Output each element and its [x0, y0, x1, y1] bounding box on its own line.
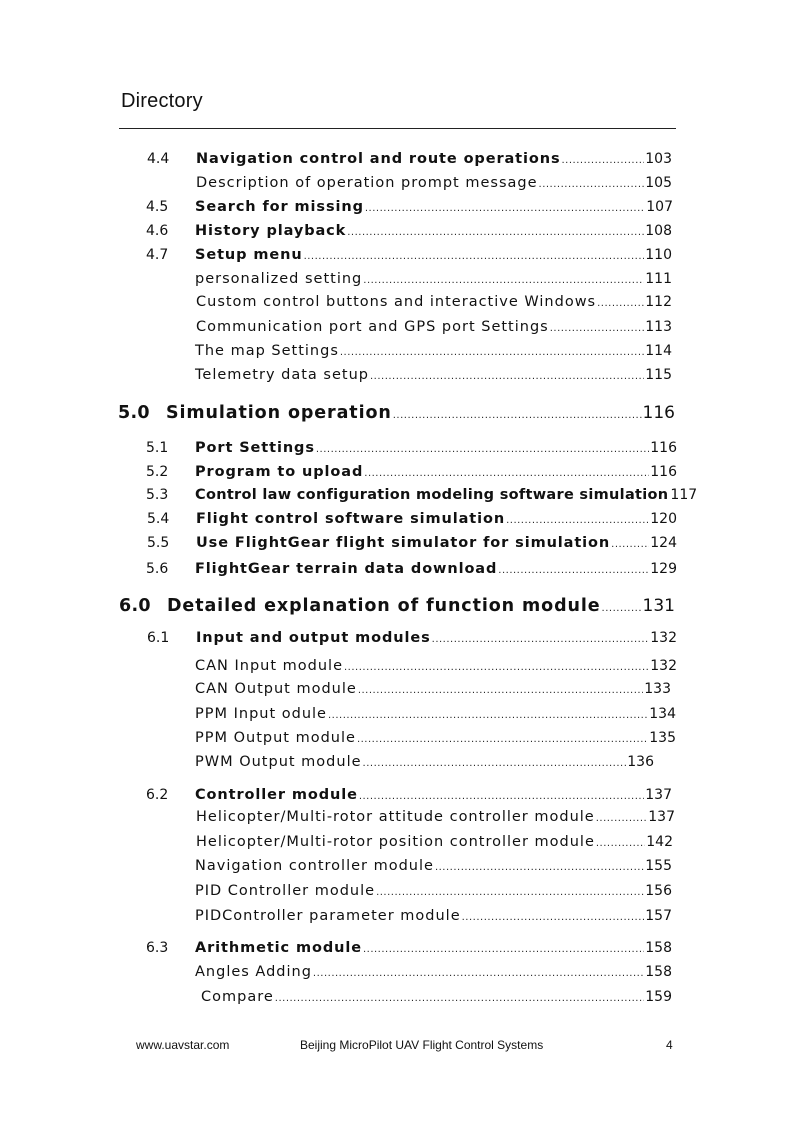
toc-page: 142 [646, 834, 673, 850]
toc-leader-dots [363, 275, 644, 286]
toc-entry[interactable] [195, 908, 672, 924]
toc-title: Arithmetic module [195, 940, 362, 956]
toc-leader-dots [611, 539, 649, 550]
toc-page: 114 [645, 343, 672, 359]
toc-page: 158 [645, 964, 672, 980]
toc-entry[interactable] [195, 271, 672, 287]
toc-page: 129 [650, 561, 677, 577]
toc-entry-5-3[interactable] [146, 487, 698, 503]
toc-page: 137 [645, 787, 672, 803]
toc-title: CAN Input module [195, 658, 343, 674]
footer-website[interactable]: www.uavstar.com [136, 1038, 230, 1052]
toc-title: PID Controller module [195, 883, 376, 899]
toc-title: Controller module [195, 787, 358, 803]
toc-page: 158 [645, 940, 672, 956]
page-title: Directory [121, 90, 203, 112]
toc-entry[interactable] [195, 730, 676, 746]
toc-number: 5.3 [146, 487, 169, 503]
toc-number: 5.0 [118, 403, 150, 423]
toc-number: 5.6 [146, 561, 169, 577]
toc-leader-dots [602, 603, 642, 614]
toc-page: 157 [645, 908, 672, 924]
toc-number: 6.3 [146, 940, 169, 956]
toc-title: Communication port and GPS port Settings [196, 319, 549, 335]
toc-entry-6-2[interactable] [146, 787, 672, 803]
title-divider [119, 128, 676, 129]
toc-number: 5.2 [146, 464, 169, 480]
toc-number: 4.5 [146, 199, 169, 215]
toc-number: 6.2 [146, 787, 169, 803]
toc-leader-dots [393, 410, 642, 421]
toc-page: 116 [650, 464, 677, 480]
toc-entry[interactable] [196, 319, 672, 335]
toc-number: 5.5 [147, 535, 170, 551]
toc-entry-5-4[interactable] [147, 511, 677, 527]
toc-entry[interactable] [195, 706, 676, 722]
toc-entry-5-5[interactable] [147, 535, 677, 551]
toc-leader-dots [539, 179, 645, 190]
toc-page: 105 [645, 175, 672, 191]
toc-page: 115 [645, 367, 672, 383]
toc-entry-6-3[interactable] [146, 940, 672, 956]
toc-entry[interactable] [196, 809, 675, 825]
toc-title: Simulation operation [166, 403, 392, 423]
toc-leader-dots [328, 710, 648, 721]
toc-leader-dots [364, 468, 649, 479]
toc-page: 133 [644, 681, 671, 697]
toc-entry-4-7[interactable] [146, 247, 672, 263]
toc-entry-6-1[interactable] [147, 630, 677, 646]
toc-title: PIDController parameter module [195, 908, 461, 924]
toc-page: 107 [646, 199, 673, 215]
toc-number: 5.1 [146, 440, 169, 456]
toc-entry-4-5[interactable] [146, 199, 673, 215]
toc-number: 6.0 [119, 596, 151, 616]
toc-leader-dots [462, 912, 645, 923]
toc-page: 156 [645, 883, 672, 899]
toc-page: 117 [670, 487, 698, 503]
toc-entry-5-2[interactable] [146, 464, 677, 480]
toc-title: Use FlightGear flight simulator for simulation [196, 535, 611, 551]
toc-leader-dots [344, 662, 649, 673]
toc-page: 111 [645, 271, 672, 287]
toc-entry[interactable] [195, 343, 672, 359]
toc-title: Setup menu [195, 247, 303, 263]
toc-chapter-5-0[interactable] [118, 403, 675, 423]
toc-page: 136 [627, 754, 654, 770]
toc-leader-dots [359, 791, 644, 802]
toc-leader-dots [376, 887, 644, 898]
toc-number: 6.1 [147, 630, 170, 646]
toc-title: PWM Output module [195, 754, 362, 770]
toc-entry[interactable] [195, 883, 672, 899]
toc-entry[interactable] [201, 989, 672, 1005]
toc-page: 113 [645, 319, 672, 335]
toc-title: Port Settings [195, 440, 315, 456]
toc-page: 159 [645, 989, 672, 1005]
toc-entry[interactable] [196, 294, 672, 310]
toc-page: 116 [642, 403, 675, 423]
toc-entry[interactable] [195, 681, 671, 697]
toc-title: Input and output modules [196, 630, 431, 646]
toc-page: 132 [650, 658, 677, 674]
toc-page: 120 [650, 511, 677, 527]
toc-page: 103 [645, 151, 672, 167]
toc-title: personalized setting [195, 271, 363, 287]
toc-title: Control law configuration modeling software simulation [195, 487, 669, 503]
toc-leader-dots [347, 227, 644, 238]
toc-title: CAN Output module [195, 681, 357, 697]
toc-title: PPM Input odule [195, 706, 327, 722]
toc-title: Flight control software simulation [196, 511, 506, 527]
toc-entry-5-6[interactable] [146, 561, 677, 577]
toc-leader-dots [550, 323, 645, 334]
toc-title: Detailed explanation of function module [167, 596, 601, 616]
toc-title: History playback [195, 223, 347, 239]
toc-page: 124 [650, 535, 677, 551]
toc-page: 137 [648, 809, 675, 825]
toc-entry[interactable] [195, 964, 672, 980]
toc-entry[interactable] [195, 754, 654, 770]
toc-title: FlightGear terrain data download [195, 561, 498, 577]
toc-leader-dots [498, 565, 649, 576]
toc-page: 110 [645, 247, 672, 263]
toc-leader-dots [370, 371, 644, 382]
toc-title: Custom control buttons and interactive Windows [196, 294, 597, 310]
toc-leader-dots [562, 155, 645, 166]
toc-leader-dots [596, 813, 648, 824]
toc-entry-4-4[interactable] [147, 151, 672, 167]
toc-title: Telemetry data setup [195, 367, 369, 383]
toc-leader-dots [363, 944, 644, 955]
toc-page: 112 [645, 294, 672, 310]
toc-leader-dots [432, 634, 650, 645]
toc-leader-dots [358, 685, 643, 696]
toc-chapter-6-0[interactable] [119, 596, 675, 616]
toc-title: Compare [201, 989, 274, 1005]
toc-entry[interactable] [196, 175, 672, 191]
toc-title: Description of operation prompt message [196, 175, 538, 191]
toc-leader-dots [304, 251, 645, 262]
toc-leader-dots [340, 347, 644, 358]
toc-leader-dots [357, 734, 648, 745]
toc-leader-dots [363, 758, 627, 769]
toc-entry-4-6[interactable] [146, 223, 672, 239]
toc-title: Navigation controller module [195, 858, 434, 874]
toc-leader-dots [506, 515, 649, 526]
toc-entry[interactable] [195, 367, 672, 383]
toc-page: 131 [642, 596, 675, 616]
footer-page-number: 4 [666, 1038, 673, 1052]
toc-number: 5.4 [147, 511, 170, 527]
toc-page: 134 [649, 706, 676, 722]
toc-leader-dots [313, 968, 644, 979]
toc-leader-dots [365, 203, 645, 214]
toc-title: Helicopter/Multi-rotor attitude controller module [196, 809, 595, 825]
toc-entry[interactable] [195, 858, 672, 874]
footer-company: Beijing MicroPilot UAV Flight Control Systems [300, 1038, 544, 1052]
toc-leader-dots [275, 993, 644, 1004]
toc-entry[interactable] [195, 658, 677, 674]
toc-page: 132 [650, 630, 677, 646]
toc-page: 135 [649, 730, 676, 746]
toc-title: Angles Adding [195, 964, 312, 980]
toc-leader-dots [597, 298, 644, 309]
toc-entry[interactable] [196, 834, 673, 850]
toc-page: 155 [645, 858, 672, 874]
toc-title: The map Settings [195, 343, 339, 359]
toc-entry-5-1[interactable] [146, 440, 677, 456]
toc-number: 4.7 [146, 247, 169, 263]
toc-title: PPM Output module [195, 730, 356, 746]
toc-page: 108 [645, 223, 672, 239]
toc-title: Helicopter/Multi-rotor position controller module [196, 834, 595, 850]
toc-page: 116 [650, 440, 677, 456]
toc-leader-dots [435, 862, 644, 873]
toc-title: Program to upload [195, 464, 364, 480]
toc-number: 4.6 [146, 223, 169, 239]
toc-number: 4.4 [147, 151, 170, 167]
toc-title: Navigation control and route operations [196, 151, 561, 167]
toc-title: Search for missing [195, 199, 364, 215]
toc-leader-dots [316, 444, 649, 455]
toc-leader-dots [596, 838, 645, 849]
